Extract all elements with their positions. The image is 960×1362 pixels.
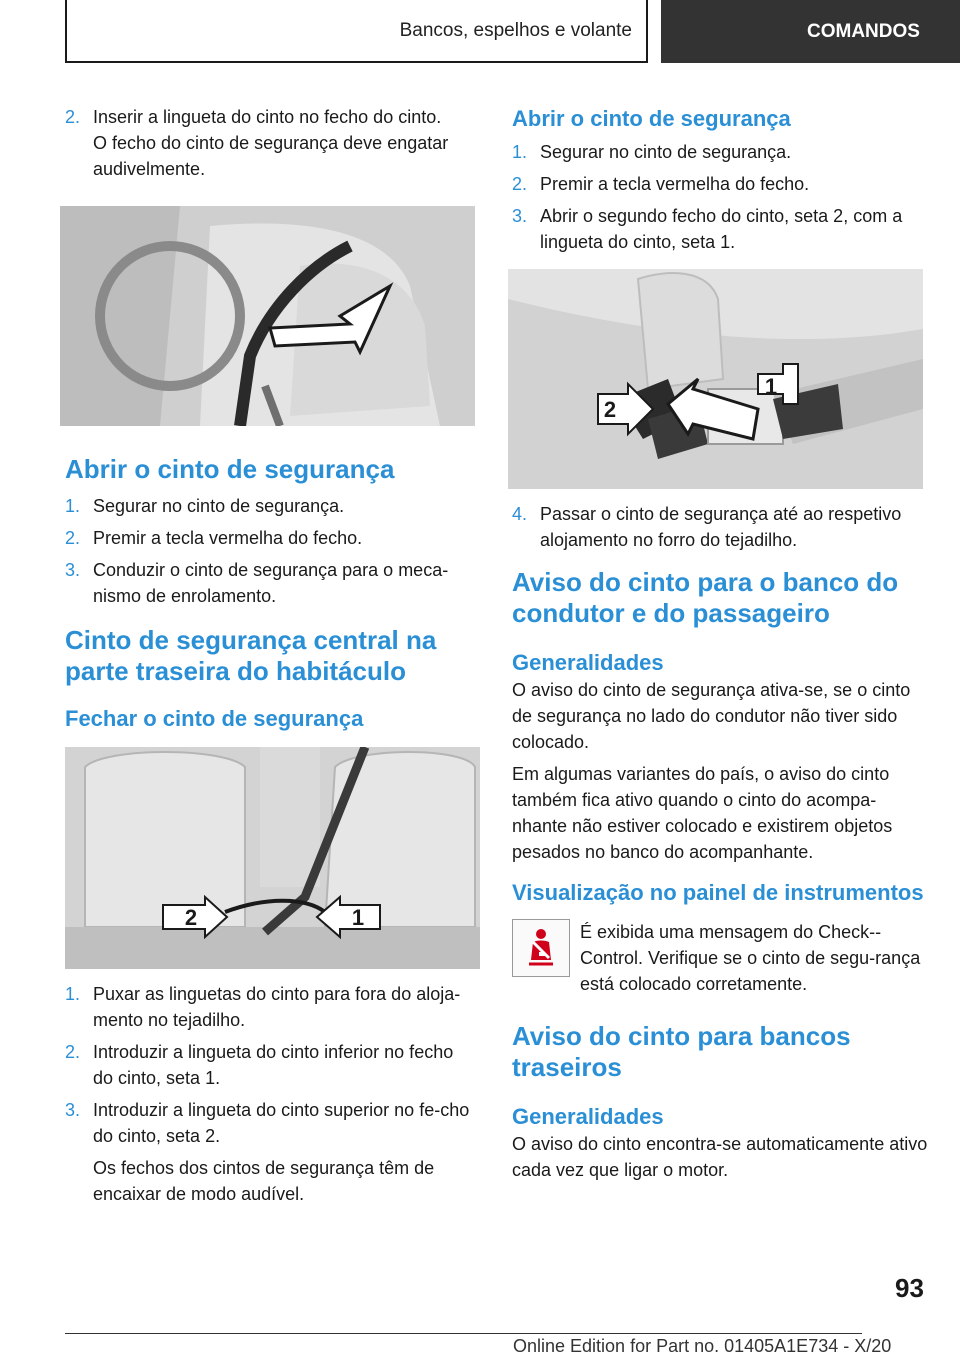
step-number: 4.	[512, 504, 528, 524]
heading-display: Visualização no painel de instrumentos	[512, 880, 924, 905]
general-2-para-1: O aviso do cinto encontra-se automaticamente ativo cada vez que ligar o motor.	[512, 1134, 928, 1180]
step-item	[512, 501, 930, 553]
step-number: 2.	[65, 528, 81, 548]
left-column	[65, 104, 477, 1213]
photo-label-2: 2	[603, 397, 617, 422]
step-text: Premir a tecla vermelha do fecho.	[540, 174, 810, 194]
step-text: Segurar no cinto de segurança.	[540, 142, 792, 162]
step-number: 1.	[65, 496, 81, 516]
step-item	[65, 493, 477, 519]
heading-general-2: Generalidades	[512, 1104, 664, 1129]
step-number: 3.	[65, 560, 81, 580]
step-number: 1.	[65, 984, 81, 1004]
step-text: Conduzir o cinto de segurança para o meca-nismo de enrolamento.	[93, 560, 449, 606]
step-item	[512, 139, 930, 165]
close-note: Os fechos dos cintos de segurança têm de encaixar de modo audível.	[93, 1158, 435, 1204]
step-item	[65, 557, 477, 609]
step-text: Premir a tecla vermelha do fecho.	[93, 528, 363, 548]
step-text: Introduzir a lingueta do cinto superior no fe-cho do cinto, seta 2.	[93, 1100, 470, 1146]
footer-divider	[65, 1333, 862, 1334]
step-item	[65, 981, 477, 1033]
photo-label-2: 2	[184, 905, 198, 930]
photo-label-1: 1	[764, 374, 778, 399]
header-section-text: Bancos, espelhos e volante	[399, 19, 632, 41]
step-text: Puxar as linguetas do cinto para fora do aloja-mento no tejadilho.	[93, 984, 461, 1030]
step-item	[65, 104, 477, 130]
heading-close-belt: Fechar o cinto de segurança	[65, 706, 364, 731]
photo-second-buckle	[508, 269, 923, 489]
heading-central-belt: Cinto de segurança central na parte traseira do habitáculo	[65, 625, 437, 686]
right-column	[512, 104, 930, 1189]
heading-belt-warning: Aviso do cinto para o banco do condutor e do passageiro	[512, 567, 899, 628]
step-note: O fecho do cinto de segurança deve engatar audivelmente.	[93, 133, 449, 179]
step-number: 3.	[65, 1100, 81, 1120]
step-item	[512, 203, 930, 255]
header-chapter-text: COMANDOS	[807, 20, 920, 42]
heading-open-belt-right: Abrir o cinto de segurança	[512, 106, 791, 131]
general-1-para-1: O aviso do cinto de segurança ativa-se, se o cinto de segurança no lado do condutor não tiver sido colocado.	[512, 680, 911, 752]
step-item	[512, 171, 930, 197]
step-text: Segurar no cinto de segurança.	[93, 496, 345, 516]
header-section-label	[65, 0, 648, 63]
heading-open-belt: Abrir o cinto de segurança	[65, 454, 395, 484]
step-number: 3.	[512, 206, 528, 226]
photo-seatbelt-buckle	[60, 206, 475, 426]
header-chapter-tab	[661, 0, 960, 63]
open-steps-list-right	[512, 139, 930, 255]
step-item	[65, 525, 477, 551]
page-number: 93	[895, 1273, 924, 1303]
photo-rear-center-belt	[65, 747, 480, 969]
step-text: Abrir o segundo fecho do cinto, seta 2, com a lingueta do cinto, seta 1.	[540, 206, 903, 252]
seatbelt-warning-icon	[512, 919, 570, 977]
step-item	[65, 1039, 477, 1091]
step-number: 2.	[65, 107, 81, 127]
heading-general-1: Generalidades	[512, 650, 664, 675]
step-number: 2.	[512, 174, 528, 194]
footer-edition: Online Edition for Part no. 01405A1E734 - X/20	[513, 1336, 892, 1356]
step-text: Inserir a lingueta do cinto no fecho do cinto.	[93, 107, 442, 127]
general-1-para-2: Em algumas variantes do país, o aviso do cinto também fica ativo quando o cinto do acompa-nhante não estiver colocado e existirem objetos pesados no banco do acompanhante.	[512, 764, 893, 862]
step-item	[65, 1097, 477, 1149]
display-info-text: É exibida uma mensagem do Check--Control. Verifique se o cinto de segu-rança está colocado corretamente.	[580, 922, 921, 994]
open-steps-list	[65, 493, 477, 609]
step-number: 2.	[65, 1042, 81, 1062]
photo-label-1: 1	[351, 905, 365, 930]
step-text: Introduzir a lingueta do cinto inferior no fecho do cinto, seta 1.	[93, 1042, 454, 1088]
display-info-row	[512, 919, 930, 997]
heading-rear-warning: Aviso do cinto para bancos traseiros	[512, 1021, 851, 1082]
close-steps-list	[65, 981, 477, 1207]
step-number: 1.	[512, 142, 528, 162]
step-text: Passar o cinto de segurança até ao respetivo alojamento no forro do tejadilho.	[540, 504, 902, 550]
